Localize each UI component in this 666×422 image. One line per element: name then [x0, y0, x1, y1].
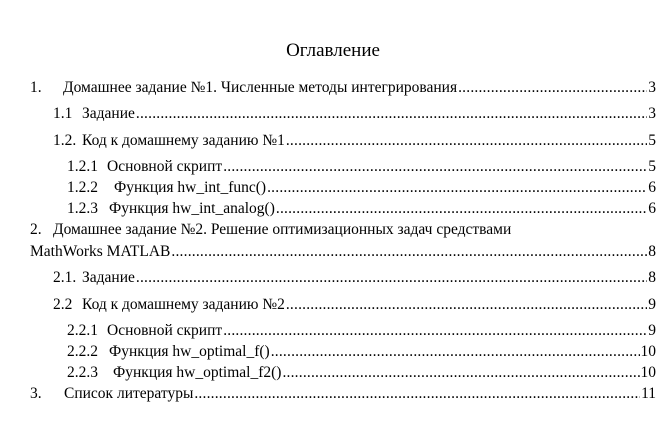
toc-entry-page: 9	[648, 322, 656, 339]
toc-entry-2-line-1[interactable]	[30, 221, 511, 239]
toc-entry-page: 6	[648, 179, 656, 196]
toc-entry-number: 2.2	[53, 296, 73, 313]
toc-entry-page: 9	[648, 296, 656, 313]
toc-entry-text: Список литературы	[64, 385, 194, 402]
toc-entry-1-2-1[interactable]	[67, 158, 656, 176]
dot-leader	[267, 179, 647, 197]
toc-entry-page: 10	[640, 343, 656, 360]
dot-leader	[276, 200, 647, 218]
toc-entry-number: 1.2.3	[67, 200, 98, 217]
toc-entry-2-2-1[interactable]	[67, 322, 656, 340]
toc-entry-text: Функция hw_optimal_f2()	[113, 364, 282, 381]
toc-entry-page: 8	[648, 269, 656, 286]
toc-title: Оглавление	[286, 40, 380, 61]
toc-entry-text: Функция hw_int_func()	[114, 179, 267, 196]
dot-leader	[136, 105, 647, 123]
toc-entry-text: MathWorks MATLAB	[30, 243, 171, 260]
toc-entry-page: 5	[648, 132, 656, 149]
toc-entry-text: Код к домашнему заданию №2	[82, 296, 285, 313]
toc-entry-number: 1.2.2	[67, 179, 98, 196]
toc-entry-text: Домашнее задание №2. Решение оптимизационных задач средствами	[53, 221, 512, 238]
toc-entry-page: 8	[648, 243, 656, 260]
toc-entry-text: Основной скрипт	[107, 322, 223, 339]
dot-leader	[282, 364, 639, 382]
toc-entry-text: Функция hw_optimal_f()	[109, 343, 270, 360]
toc-entry-2-line-2[interactable]	[30, 243, 656, 261]
dot-leader	[194, 385, 640, 403]
toc-entry-1[interactable]	[30, 79, 656, 97]
toc-entry-3[interactable]	[30, 385, 656, 403]
toc-entry-page: 11	[641, 385, 656, 402]
toc-entry-1-2-3[interactable]	[67, 200, 656, 218]
toc-entry-text: Основной скрипт	[107, 158, 223, 175]
toc-entry-text: Домашнее задание №1. Численные методы интегрирования	[63, 79, 458, 96]
toc-entry-number: 1.	[30, 79, 42, 96]
dot-leader	[458, 79, 647, 97]
toc-entry-page: 3	[648, 79, 656, 96]
toc-entry-number: 2.2.2	[67, 343, 98, 360]
dot-leader	[286, 132, 647, 150]
dot-leader	[271, 343, 640, 361]
toc-entry-number: 2.2.3	[67, 364, 98, 381]
dot-leader	[223, 322, 647, 340]
toc-entry-page: 3	[648, 105, 656, 122]
toc-entry-2-1[interactable]	[53, 269, 656, 287]
toc-entry-number: 3.	[30, 385, 42, 402]
dot-leader	[136, 269, 647, 287]
dot-leader	[223, 158, 647, 176]
toc-entry-number: 1.1	[53, 105, 73, 122]
toc-entry-text: Задание	[82, 105, 135, 122]
toc-entry-text: Задание	[82, 269, 135, 286]
toc-entry-1-2-2[interactable]	[67, 179, 656, 197]
toc-entry-number: 1.2.	[53, 132, 77, 149]
toc-entry-number: 2.	[30, 221, 42, 238]
dot-leader	[286, 296, 647, 314]
toc-entry-number: 2.1.	[53, 269, 77, 286]
toc-entry-text: Функция hw_int_analog()	[109, 200, 275, 217]
toc-entry-number: 1.2.1	[67, 158, 98, 175]
toc-entry-number: 2.2.1	[67, 322, 98, 339]
toc-entry-2-2-3[interactable]	[67, 364, 656, 382]
toc-entry-1-1[interactable]	[53, 105, 656, 123]
toc-entry-1-2[interactable]	[53, 132, 656, 150]
toc-entry-text: Код к домашнему заданию №1	[82, 132, 285, 149]
toc-entry-page: 6	[648, 200, 656, 217]
toc-entry-2-2-2[interactable]	[67, 343, 656, 361]
dot-leader	[171, 243, 647, 261]
toc-entry-page: 5	[648, 158, 656, 175]
toc-entry-page: 10	[640, 364, 656, 381]
toc-entry-2-2[interactable]	[53, 296, 656, 314]
